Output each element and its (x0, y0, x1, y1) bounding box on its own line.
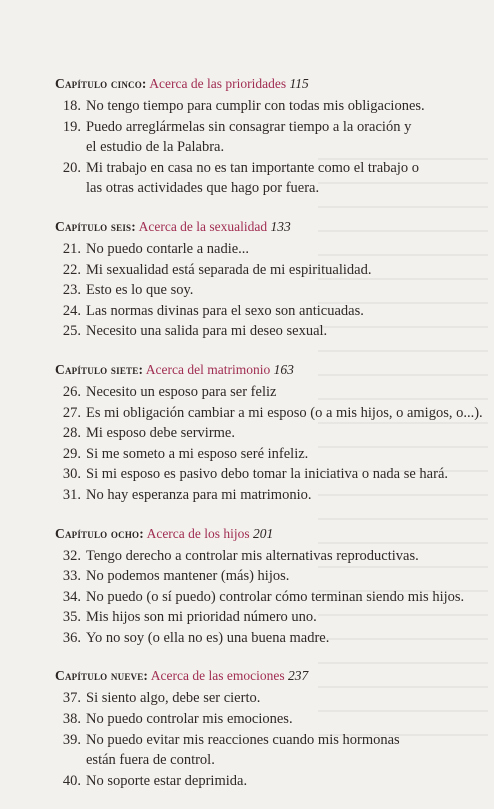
list-item (55, 771, 475, 792)
item-text: No podemos mantener (más) hijos. (86, 568, 290, 585)
item-number: 35. (62, 609, 81, 626)
item-text: Si siento algo, debe ser cierto. (86, 690, 261, 707)
item-text: Es mi obligación cambiar a mi esposo (o a mis hijos, o amigos, o...). (86, 404, 483, 421)
chapter-label: Capítulo ocho: (55, 525, 144, 541)
chapter-page-number: 237 (287, 668, 309, 684)
item-number: 28. (62, 425, 81, 442)
item-number: 33. (62, 568, 81, 585)
list-item (55, 423, 475, 444)
list-item (55, 260, 475, 281)
item-text: Si mi esposo es pasivo debo tomar la iniciativa o nada se hará. (86, 466, 449, 483)
item-number: 23. (62, 282, 81, 299)
list-item (55, 321, 475, 342)
item-number: 20. (62, 159, 81, 176)
item-number: 25. (62, 323, 81, 340)
item-text: Mi trabajo en casa no es tan importante como el trabajo o (86, 159, 419, 176)
item-number: 24. (62, 302, 81, 319)
list-item (55, 709, 475, 730)
chapter-title: Acerca de los hijos (146, 525, 250, 541)
chapter-section (55, 217, 475, 342)
item-text: Tengo derecho a controlar mis alternativas reproductivas. (86, 547, 419, 564)
list-item (55, 280, 475, 301)
item-text: Si me someto a mi esposo seré infeliz. (86, 445, 309, 462)
list-item (55, 628, 475, 649)
item-number: 19. (62, 118, 81, 135)
list-item (55, 730, 475, 771)
list-item (55, 587, 475, 608)
item-text: No puedo contarle a nadie... (86, 240, 250, 257)
item-number: 38. (62, 711, 81, 728)
item-text: están fuera de control. (86, 752, 215, 769)
item-text: Mi esposo debe servirme. (86, 425, 235, 442)
item-number: 40. (62, 772, 81, 789)
list-item (55, 301, 475, 322)
item-text: Mis hijos son mi prioridad número uno. (86, 609, 317, 626)
item-number: 31. (62, 486, 81, 503)
table-of-contents (55, 74, 483, 809)
item-number: 18. (62, 98, 81, 114)
list-item (55, 239, 475, 260)
item-number: 34. (62, 588, 81, 605)
list-item (55, 546, 475, 567)
list-item (55, 96, 475, 117)
item-text: Yo no soy (o ella no es) una buena madre. (86, 629, 330, 646)
item-number: 30. (62, 466, 81, 483)
item-text: Puedo arreglármelas sin consagrar tiempo a la oración y (86, 118, 412, 135)
item-text: Mi sexualidad está separada de mi espiritualidad. (86, 261, 372, 278)
item-text: el estudio de la Palabra. (86, 139, 225, 156)
item-text: No puedo controlar mis emociones. (86, 711, 293, 728)
chapter-heading (55, 360, 475, 380)
item-number: 32. (62, 547, 81, 564)
item-text: Necesito un esposo para ser feliz (86, 383, 277, 400)
item-number: 27. (62, 404, 81, 421)
item-number: 26. (62, 383, 81, 400)
chapter-heading (55, 74, 475, 94)
chapter-heading (55, 666, 475, 686)
chapter-page-number: 201 (253, 525, 274, 541)
list-item (55, 158, 475, 199)
item-number: 36. (62, 629, 81, 646)
item-number: 22. (62, 261, 81, 278)
list-item (55, 607, 475, 628)
item-number: 21. (62, 240, 81, 257)
item-text: Necesito una salida para mi deseo sexual. (86, 323, 328, 340)
chapter-section (55, 74, 475, 199)
chapter-label: Capítulo nueve: (55, 668, 149, 684)
chapter-label: Capítulo siete: (55, 361, 144, 377)
item-text: las otras actividades que hago por fuera. (86, 180, 320, 197)
chapter-section (55, 524, 475, 649)
list-item (55, 444, 475, 465)
list-item (55, 464, 475, 485)
item-text: No hay esperanza para mi matrimonio. (86, 486, 312, 503)
list-item (55, 382, 475, 403)
item-text: No puedo evitar mis reacciones cuando mis hormonas (86, 731, 400, 748)
list-item (55, 688, 475, 709)
chapter-title: Acerca de la sexualidad (138, 218, 268, 234)
item-number: 37. (62, 690, 81, 707)
chapter-page-number: 163 (273, 361, 294, 377)
item-text: Esto es lo que soy. (86, 282, 194, 299)
item-text: No puedo (o sí puedo) controlar cómo terminan siendo mis hijos. (86, 588, 465, 605)
list-item (55, 117, 475, 158)
chapter-heading (55, 524, 475, 544)
chapter-section (55, 360, 483, 506)
list-item (55, 485, 475, 506)
chapter-section (55, 666, 475, 791)
list-item (55, 403, 483, 424)
item-text: No soporte estar deprimida. (86, 772, 248, 789)
chapter-page-number: 115 (289, 76, 309, 91)
item-number: 29. (62, 445, 81, 462)
chapter-page-number: 133 (270, 218, 291, 234)
chapter-title: Acerca del matrimonio (145, 361, 271, 377)
item-number: 39. (62, 731, 81, 748)
item-text: No tengo tiempo para cumplir con todas mis obligaciones. (86, 98, 425, 114)
chapter-heading (55, 217, 475, 237)
chapter-label: Capítulo seis: (55, 218, 136, 234)
chapter-title: Acerca de las emociones (150, 668, 285, 684)
chapter-title: Acerca de las prioridades (149, 76, 287, 91)
chapter-label: Capítulo cinco: (55, 76, 147, 91)
item-text: Las normas divinas para el sexo son anticuadas. (86, 302, 364, 319)
list-item (55, 566, 475, 587)
